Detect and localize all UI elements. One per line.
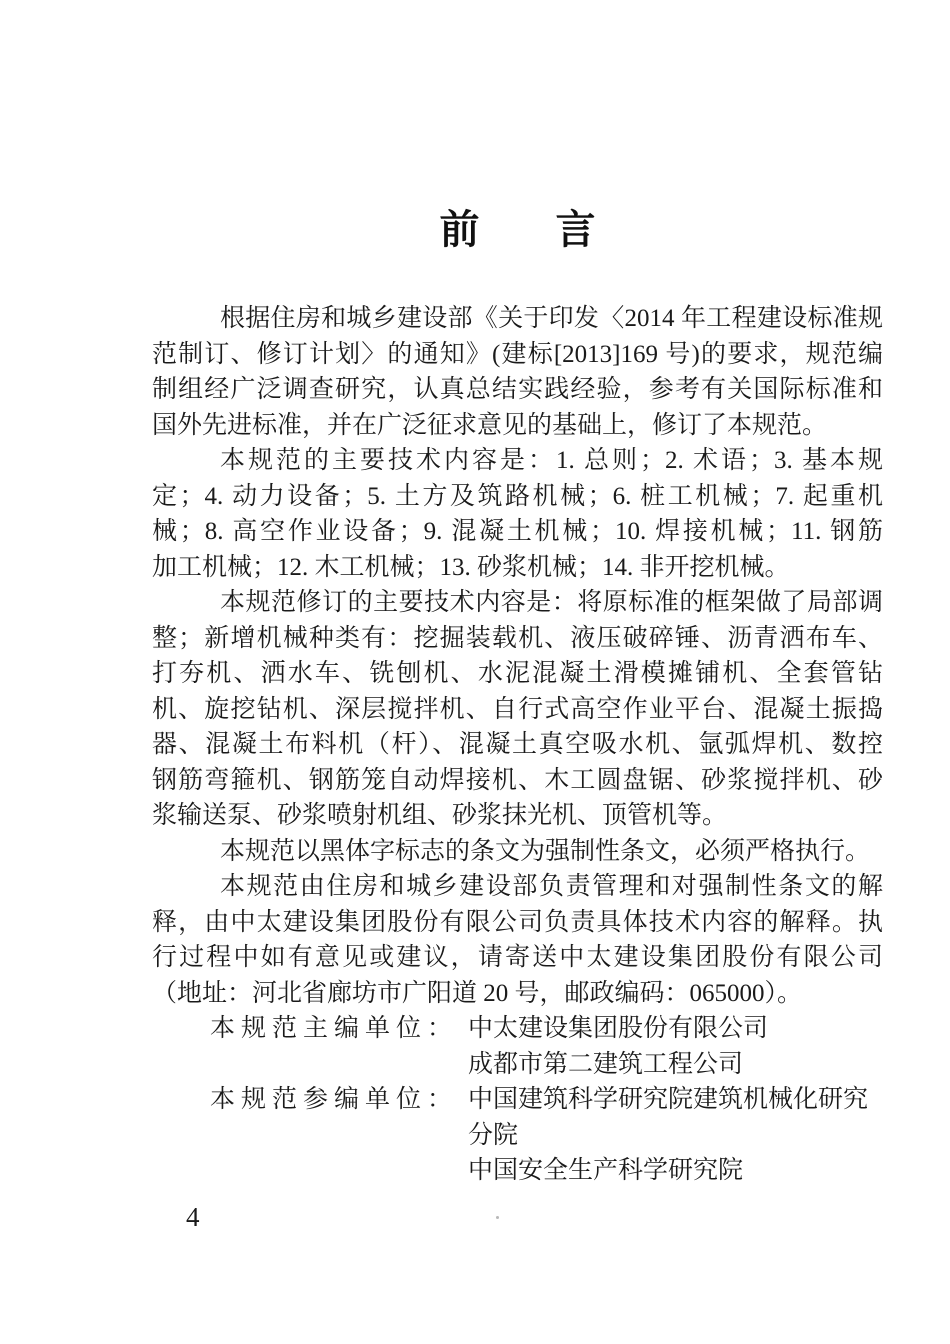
participating-unit-row (152, 1082, 883, 1189)
text-line: 本规范以黑体字标志的条文为强制性条文，必须严格执行。 (220, 837, 871, 865)
title-char-left: 前 (439, 207, 480, 252)
text-line: 浆输送泵、砂浆喷射机组、砂浆抹光机、顶管机等。 (152, 802, 728, 829)
text-line: 钢筋弯箍机、钢筋笼自动焊接机、木工圆盘锯、砂浆搅拌机、砂 (152, 766, 883, 794)
text-line: 打夯机、洒水车、铣刨机、水泥混凝土滑模摊铺机、全套管钻 (152, 660, 883, 687)
text-line: 本规范修订的主要技术内容是：将原标准的框架做了局部调 (220, 589, 883, 616)
scan-speck (496, 1216, 499, 1219)
title-char-right: 言 (555, 207, 596, 252)
text-line: 械；8. 高空作业设备；9. 混凝土机械；10. 焊接机械；11. 钢筋 (152, 518, 883, 545)
page-title (152, 206, 883, 254)
text-line: 本规范的主要技术内容是：1. 总则；2. 术语；3. 基本规 (220, 447, 883, 474)
page-number: 4 (186, 1202, 200, 1232)
text-line: 加工机械；12. 木工机械；13. 砂浆机械；14. 非开挖机械。 (152, 553, 790, 581)
text-line: 释，由中太建设集团股份有限公司负责具体技术内容的解释。执 (152, 908, 883, 936)
text-line: 定；4. 动力设备；5. 土方及筑路机械；6. 桩工机械；7. 起重机 (152, 482, 883, 510)
unit-line: 中国安全生产科学研究院 (468, 1157, 744, 1184)
text-line: 本规范由住房和城乡建设部负责管理和对强制性条文的解 (220, 873, 883, 900)
participating-unit-label: 本规范参编单位： (210, 1086, 459, 1113)
foreword-body (152, 301, 883, 1189)
unit-line: 中国建筑科学研究院建筑机械化研究 (468, 1086, 869, 1113)
text-line: 国外先进标准，并在广泛征求意见的基础上，修订了本规范。 (152, 411, 828, 439)
text-line: （地址：河北省廊坊市广阳道 20 号，邮政编码：065000）。 (152, 979, 803, 1007)
text-line: 根据住房和城乡建设部《关于印发〈2014 年工程建设标准规 (220, 305, 883, 332)
chief-editor-unit-row (152, 1011, 883, 1082)
chief-editor-unit-values (468, 1011, 883, 1082)
text-line: 范制订、修订计划〉的通知》(建标[2013]169 号)的要求，规范编 (152, 340, 883, 368)
paragraph-basis (152, 301, 883, 443)
unit-line: 中太建设集团股份有限公司 (468, 1015, 769, 1042)
text-line: 机、旋挖钻机、深层搅拌机、自行式高空作业平台、混凝土振捣 (152, 695, 883, 723)
text-line: 行过程中如有意见或建议，请寄送中太建设集团股份有限公司 (152, 944, 883, 971)
text-line: 器、混凝土布料机（杆）、混凝土真空吸水机、氩弧焊机、数控 (152, 731, 883, 758)
text-line: 制组经广泛调查研究，认真总结实践经验，参考有关国际标准和 (152, 376, 883, 403)
paragraph-contents (152, 443, 883, 585)
paragraph-management (152, 869, 883, 1011)
chief-editor-unit-label: 本规范主编单位： (210, 1015, 459, 1042)
text-line: 整；新增机械种类有：挖掘装载机、液压破碎锤、沥青洒布车、 (152, 624, 883, 652)
unit-line: 分院 (468, 1121, 519, 1149)
paragraph-revisions (152, 585, 883, 834)
unit-line: 成都市第二建筑工程公司 (468, 1050, 744, 1078)
participating-unit-values (468, 1082, 883, 1189)
paragraph-mandatory (152, 834, 883, 870)
